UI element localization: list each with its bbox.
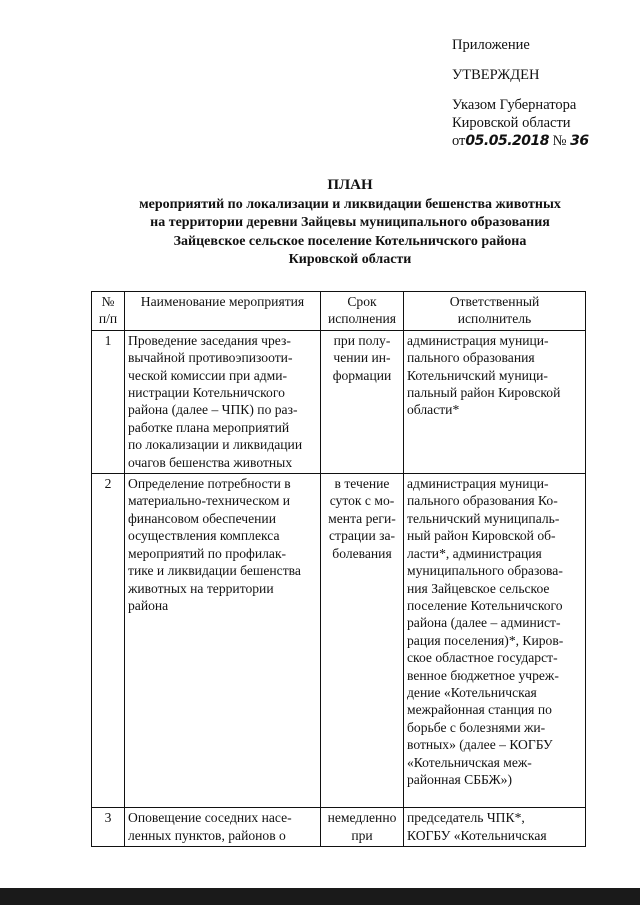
row-term xyxy=(321,808,404,847)
row-num: 2 xyxy=(92,474,125,808)
table-row xyxy=(92,474,586,808)
title-line-2: на территории деревни Зайцевы муниципального образования xyxy=(150,215,550,230)
header-num xyxy=(92,292,125,331)
cell-line: немедленно xyxy=(327,810,397,826)
plan-table xyxy=(91,291,586,847)
table-header-row xyxy=(92,292,586,331)
handwritten-date: 05.05.2018 xyxy=(465,133,549,149)
cell-line: КОГБУ «Котельничская xyxy=(407,827,547,843)
cell-line: района xyxy=(128,597,169,613)
cell-line: формации xyxy=(332,367,392,383)
header-responsible xyxy=(404,292,586,331)
cell-line: суток с мо- xyxy=(329,493,395,509)
cell-line: по локализации и ликвидации xyxy=(128,437,303,453)
document-title xyxy=(80,176,620,270)
approved-label: УТВЕРЖДЕН xyxy=(452,67,540,83)
decree-date-line xyxy=(452,132,632,150)
cell-line: работке плана мероприятий xyxy=(128,419,290,435)
row-name xyxy=(125,330,321,473)
title-line-1: мероприятий по локализации и ликвидации бешенства животных xyxy=(139,196,561,212)
header-responsible-line: Ответственный xyxy=(449,294,540,309)
row-term xyxy=(321,474,404,808)
cell-line: тельничский муниципаль- xyxy=(407,510,560,526)
appendix-label: Приложение xyxy=(452,37,530,53)
cell-line: ласти*, администрация xyxy=(407,545,542,561)
cell-line: ния Зайцевское сельское xyxy=(407,580,550,596)
cell-line: при xyxy=(351,827,373,843)
header-term xyxy=(321,292,404,331)
header-name-line: Наименование мероприятия xyxy=(140,294,305,309)
cell-line: области* xyxy=(407,402,460,418)
header-term-line: исполнения xyxy=(327,311,397,327)
header-num-line: п/п xyxy=(98,311,118,327)
cell-line: межрайонная станция по xyxy=(407,702,552,718)
approval-block xyxy=(452,36,632,150)
cell-line: нистрации Котельничского xyxy=(128,385,285,401)
cell-line: «Котельничская меж- xyxy=(407,754,532,770)
cell-line: председатель ЧПК*, xyxy=(407,810,525,826)
cell-line: материально-техническом и xyxy=(128,493,291,509)
header-term-line: Срок xyxy=(347,294,377,309)
cell-line: Проведение заседания чрез- xyxy=(128,332,291,348)
cell-line: страции за- xyxy=(328,528,396,544)
row-responsible xyxy=(404,330,586,473)
cell-line: дение «Котельничская xyxy=(407,684,537,700)
cell-line: ленных пунктов, районов о xyxy=(128,827,286,843)
cell-line: пальный район Кировской xyxy=(407,385,561,401)
cell-line: ный район Кировской об- xyxy=(407,528,556,544)
scan-edge-bar xyxy=(0,888,640,905)
cell-line: борьбе с болезнями жи- xyxy=(407,719,546,735)
cell-line: администрация муници- xyxy=(407,332,549,348)
cell-line: поселение Котельничского xyxy=(407,597,563,613)
handwritten-number: 36 xyxy=(570,133,589,149)
cell-line: мероприятий по профилак- xyxy=(128,545,287,561)
cell-line: животных на территории xyxy=(128,580,274,596)
header-responsible-line: исполнитель xyxy=(457,311,532,327)
cell-line: при полу- xyxy=(333,332,391,348)
header-name xyxy=(125,292,321,331)
row-num: 3 xyxy=(92,808,125,847)
decree-line-1: Указом Губернатора xyxy=(452,97,577,113)
from-prefix: от xyxy=(452,133,466,149)
title-heading: ПЛАН xyxy=(327,177,373,193)
cell-line: районная СББЖ») xyxy=(407,771,512,787)
row-name xyxy=(125,808,321,847)
cell-line: пального образования Ко- xyxy=(407,493,558,509)
title-line-4: Кировской области xyxy=(288,252,412,267)
cell-line: венное бюджетное учреж- xyxy=(407,667,559,683)
cell-line: ское областное государст- xyxy=(407,650,558,666)
cell-line: ческой комиссии при адми- xyxy=(128,367,288,383)
row-responsible xyxy=(404,474,586,808)
header-num-line: № xyxy=(101,294,115,309)
cell-line: осуществления комплекса xyxy=(128,528,280,544)
table-row xyxy=(92,808,586,847)
cell-line: тике и ликвидации бешенства xyxy=(128,563,301,579)
cell-line: очагов бешенства животных xyxy=(128,454,293,470)
cell-line: рация поселения)*, Киров- xyxy=(407,632,564,648)
cell-line: финансовом обеспечении xyxy=(128,510,276,526)
cell-line: вычайной противоэпизооти- xyxy=(128,350,293,366)
cell-line: болевания xyxy=(332,545,392,561)
cell-line: Определение потребности в xyxy=(128,476,291,492)
title-line-3: Зайцевское сельское поселение Котельничского района xyxy=(173,233,527,249)
table-row xyxy=(92,330,586,473)
cell-line: вотных» (далее – КОГБУ xyxy=(407,737,553,753)
cell-line: чении ин- xyxy=(333,350,391,366)
cell-line: района (далее – админист- xyxy=(407,615,561,631)
cell-line: мента реги- xyxy=(328,510,396,526)
cell-line: администрация муници- xyxy=(407,476,549,492)
cell-line: Котельничский муници- xyxy=(407,367,548,383)
cell-line: района (далее – ЧПК) по раз- xyxy=(128,402,298,418)
number-prefix: № xyxy=(552,133,567,149)
row-num: 1 xyxy=(92,330,125,473)
row-responsible xyxy=(404,808,586,847)
row-name xyxy=(125,474,321,808)
cell-line: Оповещение соседних насе- xyxy=(128,810,292,826)
cell-line: муниципального образова- xyxy=(407,563,563,579)
decree-line-2: Кировской области xyxy=(452,115,571,131)
row-term xyxy=(321,330,404,473)
cell-line: в течение xyxy=(334,476,390,492)
cell-line: пального образования xyxy=(407,350,535,366)
